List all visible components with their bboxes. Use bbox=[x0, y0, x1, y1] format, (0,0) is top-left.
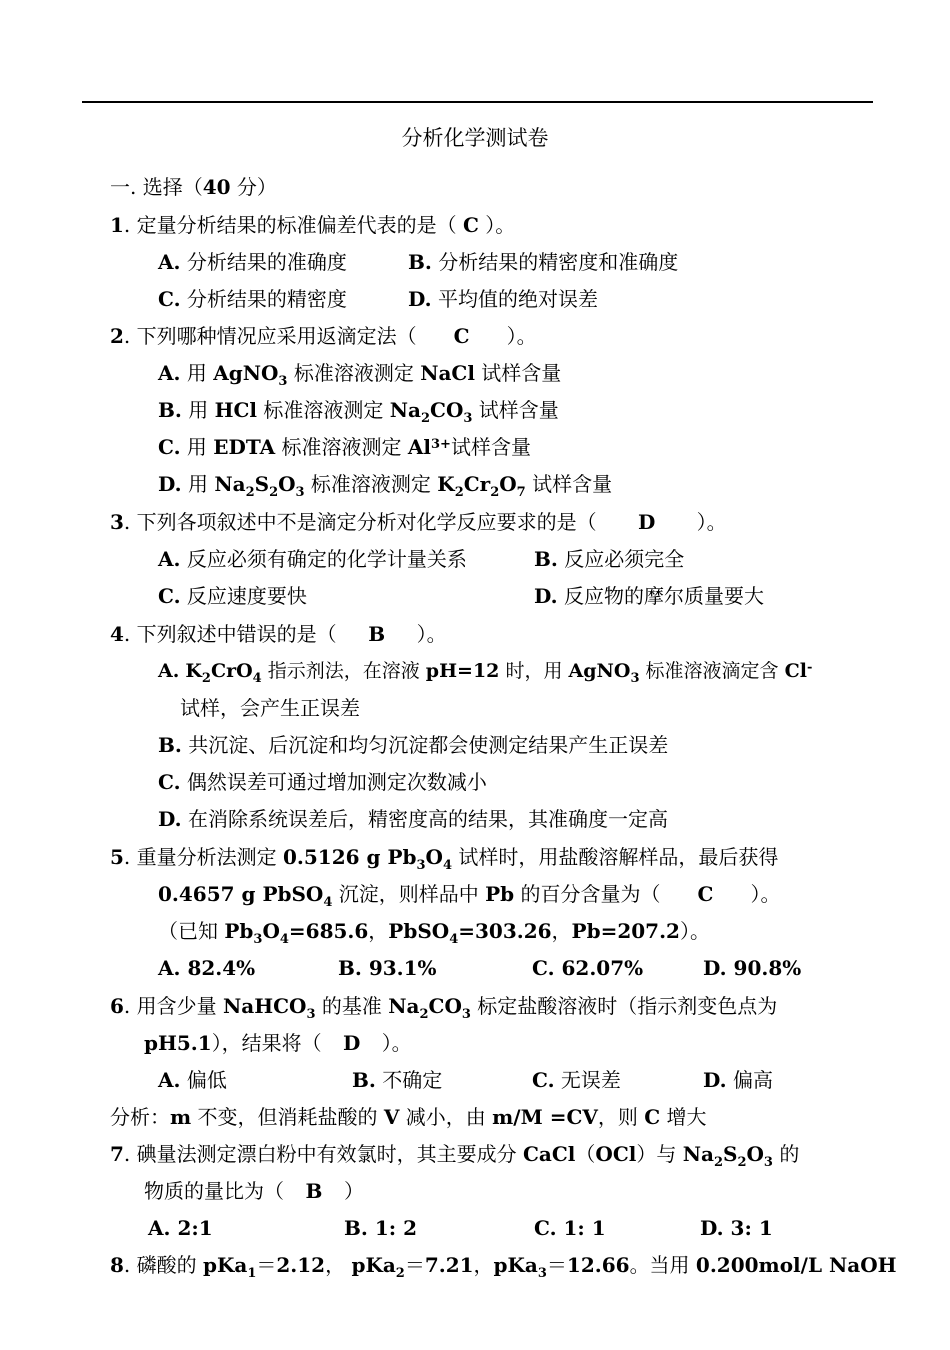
text-segment: 3 bbox=[763, 1155, 773, 1170]
text-segment: . 选择（ bbox=[130, 175, 203, 199]
text-segment: B. bbox=[158, 398, 182, 422]
text-segment: 2 bbox=[713, 1155, 723, 1170]
text-segment: HCl bbox=[214, 398, 258, 422]
answer-5: C bbox=[697, 882, 714, 906]
text-segment: 3 bbox=[537, 1266, 547, 1281]
text-segment: A. bbox=[158, 250, 181, 274]
text-segment: O bbox=[499, 472, 517, 496]
text-segment: 3 bbox=[295, 485, 305, 500]
q4-option-b bbox=[158, 732, 668, 758]
question-7-line-2 bbox=[144, 1178, 364, 1204]
text-segment: Pb bbox=[224, 919, 254, 943]
text-segment: . 磷酸的 bbox=[123, 1253, 203, 1277]
text-segment: C. bbox=[158, 770, 181, 794]
text-segment: 3 bbox=[463, 411, 473, 426]
text-segment: ， bbox=[473, 1253, 494, 1277]
text-segment: . 重量分析法测定 bbox=[123, 845, 283, 869]
text-segment: Na bbox=[682, 1142, 714, 1166]
q4-option-a bbox=[158, 658, 812, 684]
text-segment: 4 bbox=[323, 895, 333, 910]
text-segment: 2 bbox=[419, 1007, 429, 1022]
text-segment: 分） bbox=[230, 175, 277, 199]
text-segment: 在消除系统误差后，精密度高的结果，其准确度一定高 bbox=[187, 807, 668, 831]
text-segment: 7.21 bbox=[424, 1253, 474, 1277]
text-segment: D. bbox=[703, 1068, 727, 1092]
text-segment: 不确定 bbox=[382, 1068, 443, 1092]
text-segment: ）与 bbox=[636, 1142, 683, 1166]
text-segment: . 下列哪种情况应采用返滴定法（ bbox=[123, 324, 417, 348]
text-segment: Na bbox=[214, 472, 246, 496]
q7-option-d: D. 3: 1 bbox=[700, 1216, 773, 1240]
text-segment: 无误差 bbox=[560, 1068, 621, 1092]
text-segment: 4 bbox=[279, 932, 289, 947]
text-segment: 2 bbox=[737, 1155, 747, 1170]
text-segment: 标准溶液测定 bbox=[257, 398, 390, 422]
text-segment: ）。 bbox=[679, 919, 710, 943]
analysis-note bbox=[110, 1104, 707, 1130]
text-segment: 标准溶液滴定含 bbox=[639, 660, 785, 682]
text-segment: 平均值的绝对误差 bbox=[437, 287, 598, 311]
text-segment: 4 bbox=[442, 858, 452, 873]
text-segment: 一 bbox=[110, 175, 130, 199]
text-segment: 标定盐酸溶液时（指示剂变色点为 bbox=[470, 994, 778, 1018]
text-segment: A. bbox=[158, 1068, 181, 1092]
text-segment: 试样含量 bbox=[525, 472, 613, 496]
text-segment: 1 bbox=[110, 213, 124, 237]
text-segment: B. bbox=[534, 547, 558, 571]
text-segment: 3 bbox=[306, 1007, 316, 1022]
text-segment: . 碘量法测定漂白粉中有效氯时，其主要成分 bbox=[123, 1142, 523, 1166]
text-segment: C. bbox=[158, 287, 181, 311]
q4-option-a-cont: 试样，会产生正误差 bbox=[180, 696, 360, 720]
text-segment: 共沉淀、后沉淀和均匀沉淀都会使测定结果产生正误差 bbox=[188, 733, 669, 757]
q1-option-a bbox=[158, 249, 347, 275]
text-segment: ＝ bbox=[546, 1253, 567, 1277]
text-segment: 沉淀，则样品中 bbox=[332, 882, 486, 906]
q1-option-b bbox=[408, 249, 678, 275]
text-segment: O bbox=[262, 919, 280, 943]
text-segment: 反应物的摩尔质量要大 bbox=[563, 584, 764, 608]
question-5-line-2 bbox=[158, 881, 781, 910]
question-6-line-2 bbox=[144, 1030, 412, 1056]
text-segment: 12.66 bbox=[566, 1253, 630, 1277]
text-segment: 用 bbox=[188, 398, 215, 422]
text-segment: O bbox=[425, 845, 443, 869]
q5-option-d: D. 90.8% bbox=[703, 956, 802, 980]
text-segment: K bbox=[437, 472, 455, 496]
text-segment: PbSO bbox=[388, 919, 450, 943]
text-segment: 2 bbox=[245, 485, 255, 500]
text-segment: ）。 bbox=[696, 510, 727, 534]
text-segment: m bbox=[170, 1105, 192, 1129]
text-segment: 不变，但消耗盐酸的 bbox=[191, 1105, 384, 1129]
text-segment: 2.12 bbox=[276, 1253, 326, 1277]
text-segment: ）。 bbox=[750, 882, 781, 906]
text-segment: B. bbox=[352, 1068, 376, 1092]
answer-3: D bbox=[637, 510, 656, 534]
text-segment: 反应必须有确定的化学计量关系 bbox=[186, 547, 467, 571]
question-5-line-3 bbox=[158, 918, 710, 947]
text-segment: 3 bbox=[278, 374, 288, 389]
question-1 bbox=[110, 212, 515, 238]
text-segment: 2 bbox=[395, 1266, 405, 1281]
text-segment: CaCl bbox=[523, 1142, 576, 1166]
text-segment: 分析： bbox=[110, 1105, 170, 1129]
text-segment: Na bbox=[389, 398, 421, 422]
text-segment: 5 bbox=[110, 845, 124, 869]
question-3 bbox=[110, 509, 727, 535]
text-segment: B. bbox=[408, 250, 432, 274]
text-segment: 4 bbox=[252, 671, 262, 686]
text-segment: 2 bbox=[454, 485, 464, 500]
text-segment: ， bbox=[325, 1253, 352, 1277]
text-segment: =303.26 bbox=[458, 919, 552, 943]
text-segment: 4 bbox=[449, 932, 459, 947]
text-segment: 标准溶液测定 bbox=[304, 472, 438, 496]
text-segment: C. bbox=[158, 435, 181, 459]
answer-1: C bbox=[463, 213, 479, 237]
text-segment: Cr bbox=[463, 472, 491, 496]
question-5 bbox=[110, 844, 779, 873]
q1-option-c bbox=[158, 286, 347, 312]
text-segment: K bbox=[185, 660, 202, 682]
text-segment: 时，用 bbox=[499, 660, 569, 682]
text-segment: 用 bbox=[186, 361, 214, 385]
text-segment: . 下列各项叙述中不是滴定分析对化学反应要求的是（ bbox=[123, 510, 597, 534]
text-segment: D. bbox=[408, 287, 432, 311]
answer-7: B bbox=[305, 1179, 323, 1203]
header-rule bbox=[82, 101, 873, 103]
q6-option-a bbox=[158, 1067, 227, 1093]
text-segment: 。当用 bbox=[629, 1253, 696, 1277]
text-segment: - bbox=[806, 660, 813, 675]
text-segment: 3+ bbox=[431, 437, 451, 452]
q6-option-c bbox=[532, 1067, 621, 1093]
q7-option-c: C. 1: 1 bbox=[534, 1216, 606, 1240]
text-segment: 3 bbox=[110, 510, 124, 534]
text-segment: S bbox=[723, 1142, 738, 1166]
text-segment: 试样含量 bbox=[472, 398, 559, 422]
text-segment: ，则 bbox=[597, 1105, 645, 1129]
text-segment: 反应必须完全 bbox=[564, 547, 685, 571]
text-segment: ），结果将（ bbox=[211, 1031, 322, 1055]
answer-6: D bbox=[343, 1031, 361, 1055]
text-segment: NaHCO bbox=[223, 994, 307, 1018]
text-segment: D. bbox=[158, 807, 182, 831]
text-segment: m/M =CV bbox=[492, 1105, 598, 1129]
q5-option-a: A. 82.4% bbox=[158, 956, 256, 980]
text-segment: NaCl bbox=[420, 361, 475, 385]
text-segment: ）。 bbox=[478, 213, 516, 237]
text-segment: =685.6 bbox=[288, 919, 369, 943]
text-segment: 4 bbox=[110, 622, 124, 646]
text-segment: AgNO bbox=[568, 660, 631, 682]
text-segment: 40 bbox=[202, 175, 231, 199]
text-segment: 2 bbox=[490, 485, 500, 500]
q4-option-d bbox=[158, 806, 668, 832]
text-segment: ）。 bbox=[381, 1031, 412, 1055]
q3-option-b bbox=[534, 546, 684, 572]
text-segment: 7 bbox=[516, 485, 526, 500]
text-segment: 指示剂法，在溶液 bbox=[261, 660, 426, 682]
question-4 bbox=[110, 621, 447, 647]
text-segment: A. bbox=[158, 361, 181, 385]
text-segment: pH5.1 bbox=[144, 1031, 212, 1055]
text-segment: 试样含量 bbox=[474, 361, 562, 385]
text-segment: 8 bbox=[110, 1253, 124, 1277]
q2-option-d bbox=[158, 471, 613, 500]
text-segment: O bbox=[278, 472, 296, 496]
text-segment: ， bbox=[368, 919, 389, 943]
text-segment: C. bbox=[532, 1068, 555, 1092]
text-segment: 偏高 bbox=[732, 1068, 773, 1092]
q3-option-a bbox=[158, 546, 467, 572]
q1-option-d bbox=[408, 286, 598, 312]
text-segment: . 下列叙述中错误的是（ bbox=[123, 622, 337, 646]
text-segment: 1 bbox=[247, 1266, 257, 1281]
text-segment: 用 bbox=[187, 472, 215, 496]
q2-option-a bbox=[158, 360, 562, 389]
text-segment: AgNO bbox=[213, 361, 279, 385]
text-segment: C. bbox=[158, 584, 181, 608]
text-segment: 分析结果的精密度 bbox=[186, 287, 347, 311]
text-segment: 0.5126 g Pb bbox=[283, 845, 417, 869]
text-segment: pKa bbox=[493, 1253, 538, 1277]
text-segment: 6 bbox=[110, 994, 124, 1018]
text-segment: Pb bbox=[485, 882, 515, 906]
text-segment: ）。 bbox=[506, 324, 537, 348]
text-segment: OCl bbox=[595, 1142, 637, 1166]
text-segment: 用 bbox=[186, 435, 214, 459]
text-segment: ） bbox=[344, 1179, 364, 1203]
text-segment: 2 bbox=[269, 485, 279, 500]
text-segment: EDTA bbox=[213, 435, 276, 459]
text-segment: 2 bbox=[110, 324, 124, 348]
text-segment: （ bbox=[575, 1142, 596, 1166]
text-segment: ＝ bbox=[256, 1253, 277, 1277]
q6-option-b bbox=[352, 1067, 442, 1093]
answer-4: B bbox=[368, 622, 386, 646]
page-title: 分析化学测试卷 bbox=[401, 126, 549, 150]
text-segment: Al bbox=[407, 435, 431, 459]
text-segment: 的百分含量为（ bbox=[514, 882, 661, 906]
text-segment: 试样时，用盐酸溶解样品，最后获得 bbox=[452, 845, 779, 869]
text-segment: 偶然误差可通过增加测定次数减小 bbox=[186, 770, 487, 794]
text-segment: 增大 bbox=[660, 1105, 707, 1129]
text-segment: 0.4657 g PbSO bbox=[158, 882, 324, 906]
text-segment: A. bbox=[158, 660, 180, 682]
text-segment: pKa bbox=[351, 1253, 396, 1277]
text-segment: . 用含少量 bbox=[123, 994, 223, 1018]
text-segment: C bbox=[644, 1105, 661, 1129]
q7-option-b: B. 1: 2 bbox=[344, 1216, 418, 1240]
question-6 bbox=[110, 993, 778, 1022]
text-segment: 3 bbox=[253, 932, 263, 947]
text-segment: ）。 bbox=[416, 622, 447, 646]
text-segment: pH=12 bbox=[425, 660, 500, 682]
text-segment: 3 bbox=[630, 671, 640, 686]
text-segment: 物质的量比为（ bbox=[144, 1179, 284, 1203]
question-7 bbox=[110, 1141, 800, 1170]
text-segment: Cl bbox=[784, 660, 807, 682]
text-segment: 2 bbox=[201, 671, 211, 686]
text-segment: 反应速度要快 bbox=[186, 584, 307, 608]
text-segment: 分析结果的准确度 bbox=[186, 250, 347, 274]
text-segment: 分析结果的精密度和准确度 bbox=[438, 250, 679, 274]
text-segment: A. bbox=[158, 547, 181, 571]
text-segment: CO bbox=[430, 398, 464, 422]
text-segment: 3 bbox=[461, 1007, 471, 1022]
text-segment: （已知 bbox=[158, 919, 225, 943]
text-segment: . 定量分析结果的标准偏差代表的是（ bbox=[123, 213, 463, 237]
text-segment: 标准溶液测定 bbox=[275, 435, 408, 459]
text-segment: 的 bbox=[772, 1142, 800, 1166]
q4-option-c bbox=[158, 769, 487, 795]
text-segment: 2 bbox=[420, 411, 431, 426]
q7-option-a: A. 2:1 bbox=[148, 1216, 213, 1240]
q5-option-c: C. 62.07% bbox=[532, 956, 644, 980]
text-segment: CrO bbox=[210, 660, 253, 682]
text-segment: D. bbox=[534, 584, 558, 608]
q3-option-c bbox=[158, 583, 307, 609]
text-segment: Pb=207.2 bbox=[571, 919, 680, 943]
text-segment: 标准溶液测定 bbox=[287, 361, 421, 385]
text-segment: 0.200mol/L NaOH bbox=[695, 1253, 897, 1277]
text-segment: S bbox=[254, 472, 270, 496]
q5-option-b: B. 93.1% bbox=[338, 956, 437, 980]
text-segment: B. bbox=[158, 733, 182, 757]
question-2 bbox=[110, 323, 537, 349]
text-segment: pKa bbox=[203, 1253, 248, 1277]
text-segment: 的基准 bbox=[315, 994, 389, 1018]
text-segment: D. bbox=[158, 472, 182, 496]
section-heading bbox=[110, 174, 277, 200]
text-segment: 3 bbox=[416, 858, 426, 873]
text-segment: ＝ bbox=[404, 1253, 425, 1277]
q6-option-d bbox=[703, 1067, 773, 1093]
q3-option-d bbox=[534, 583, 764, 609]
answer-2: C bbox=[453, 324, 470, 348]
text-segment: 7 bbox=[110, 1142, 124, 1166]
question-8 bbox=[110, 1252, 897, 1281]
text-segment: Na bbox=[388, 994, 420, 1018]
q2-option-b bbox=[158, 397, 559, 426]
text-segment: 试样含量 bbox=[450, 435, 531, 459]
text-segment: 减小，由 bbox=[399, 1105, 493, 1129]
text-segment: CO bbox=[428, 994, 462, 1018]
text-segment: V bbox=[383, 1105, 400, 1129]
text-segment: O bbox=[746, 1142, 764, 1166]
text-segment: 偏低 bbox=[186, 1068, 227, 1092]
q2-option-c bbox=[158, 434, 531, 460]
text-segment: ， bbox=[551, 919, 572, 943]
